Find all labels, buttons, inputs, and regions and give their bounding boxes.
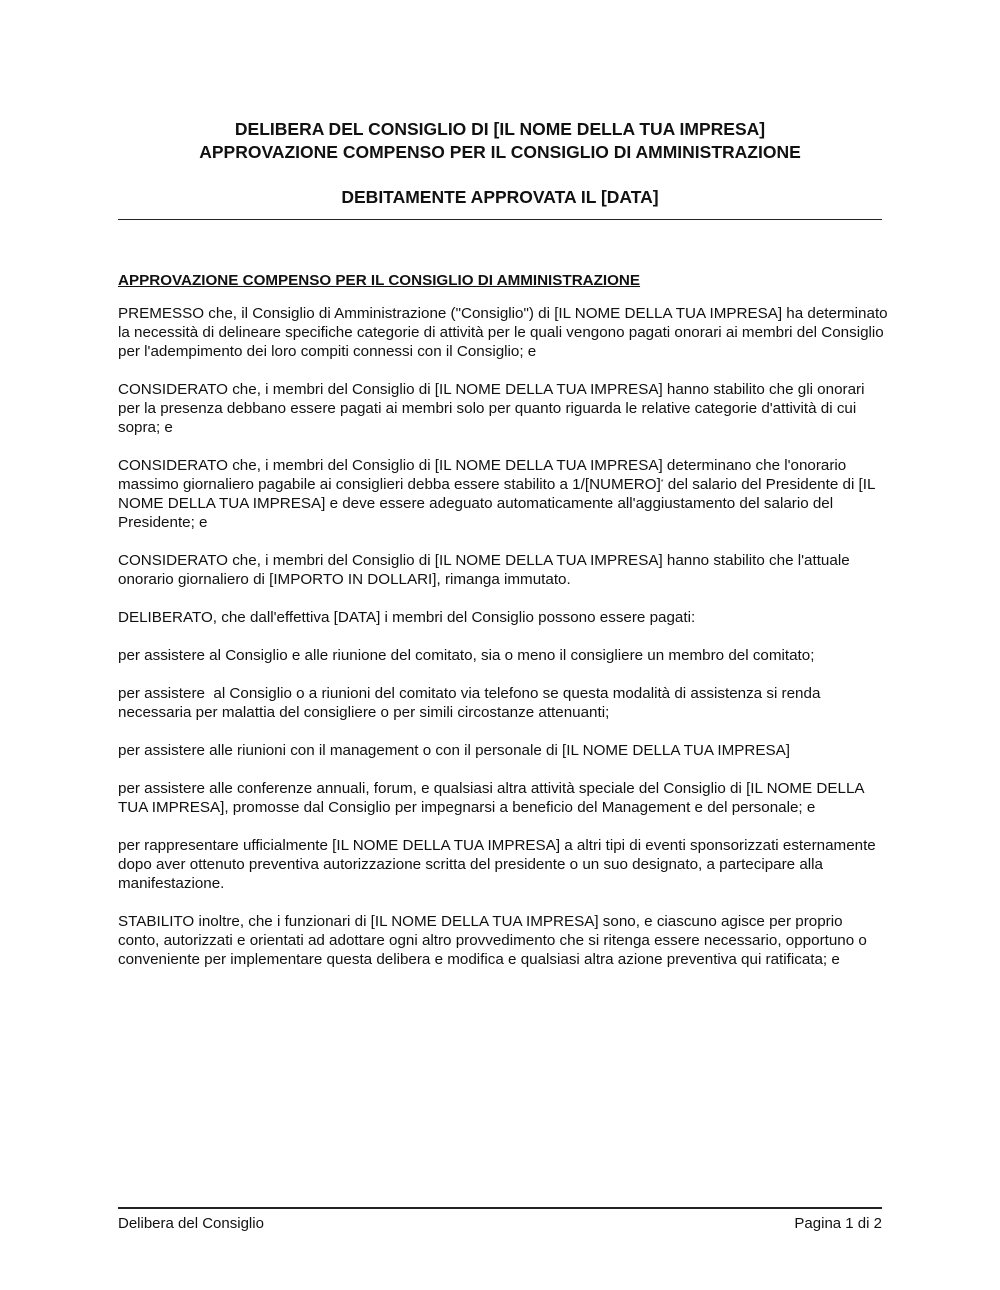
list-item-payment-2: per assistere al Consiglio o a riunioni del comitato via telefono se questa modalità di assistenza si renda necessaria per malattia del consigliere o per simili circostanze attenuanti; xyxy=(118,685,825,721)
page-number: Pagina 1 di 2 xyxy=(794,1215,882,1232)
approval-date-subtitle: DEBITAMENTE APPROVATA IL [DATA] xyxy=(341,187,659,207)
document-title-block xyxy=(118,118,882,209)
footer-divider xyxy=(118,1207,882,1209)
paragraph-considerato-2 xyxy=(118,456,888,532)
paragraph-text: del salario del Presidente di [IL NOME DELLA TUA IMPRESA] e deve essere adeguato automaticamente all'aggiustamento del salario del Presidente; e xyxy=(118,476,880,531)
paragraph-stabilito: STABILITO inoltre, che i funzionari di [IL NOME DELLA TUA IMPRESA] sono, e ciascuno agisce per proprio conto, autorizzati e orientati ad adottare ogni altro provvedimento che si ritenga essere necessario, opportuno o conveniente per implementare questa delibera e modifica e qualsiasi altra azione preventiva qui ratificata; e xyxy=(118,913,872,968)
paragraph-considerato-3: CONSIDERATO che, i membri del Consiglio di [IL NOME DELLA TUA IMPRESA] hanno stabilito che l'attuale onorario giornaliero di [IMPORTO IN DOLLARI], rimanga immutato. xyxy=(118,552,854,588)
paragraph-premesso: PREMESSO che, il Consiglio di Amministrazione ("Consiglio") di [IL NOME DELLA TUA IMPRESA] ha determinato la necessità di delineare specifiche categorie di attività per le quali vengono pagati onorari ai membri del Consiglio per l'adempimento dei loro compiti connessi con il Consiglio; e xyxy=(118,305,892,360)
section-heading: APPROVAZIONE COMPENSO PER IL CONSIGLIO DI AMMINISTRAZIONE xyxy=(118,272,641,289)
page-footer xyxy=(118,1215,882,1233)
list-item-payment-1: per assistere al Consiglio e alle riunione del comitato, sia o meno il consigliere un membro del comitato; xyxy=(118,647,815,664)
footnote-marker: * xyxy=(660,479,664,486)
list-item-payment-4: per assistere alle conferenze annuali, forum, e qualsiasi altra attività speciale del Consiglio di [IL NOME DELLA TUA IMPRESA], promosse dal Consiglio per impegnarsi a beneficio del Management e del personale; e xyxy=(118,780,868,816)
list-item-payment-5: per rappresentare ufficialmente [IL NOME DELLA TUA IMPRESA] a altri tipi di eventi sponsorizzati esternamente dopo aver ottenuto preventiva autorizzazione scritta del presidente o un suo designato, a partecipare alla manifestazione. xyxy=(118,837,880,892)
paragraph-deliberato: DELIBERATO, che dall'effettiva [DATA] i membri del Consiglio possono essere pagati: xyxy=(118,609,696,626)
header-divider xyxy=(118,219,882,220)
title-line-2: APPROVAZIONE COMPENSO PER IL CONSIGLIO DI AMMINISTRAZIONE xyxy=(199,142,801,162)
title-line-1: DELIBERA DEL CONSIGLIO DI [IL NOME DELLA TUA IMPRESA] xyxy=(234,119,766,139)
paragraph-text: CONSIDERATO che, i membri del Consiglio di [IL NOME DELLA TUA IMPRESA] determinano che l'onorario massimo giornaliero pagabile ai consiglieri debba essere stabilito a 1/[NUMERO] xyxy=(118,457,851,493)
paragraph-considerato-1: CONSIDERATO che, i membri del Consiglio di [IL NOME DELLA TUA IMPRESA] hanno stabilito che gli onorari per la presenza debbano essere pagati ai membri solo per quanto riguarda le relative categorie d'attività di cui sopra; e xyxy=(118,381,869,436)
document-body xyxy=(118,271,892,988)
list-item-payment-3: per assistere alle riunioni con il management o con il personale di [IL NOME DELLA TUA IMPRESA] xyxy=(118,742,790,759)
footer-document-name: Delibera del Consiglio xyxy=(118,1215,264,1232)
